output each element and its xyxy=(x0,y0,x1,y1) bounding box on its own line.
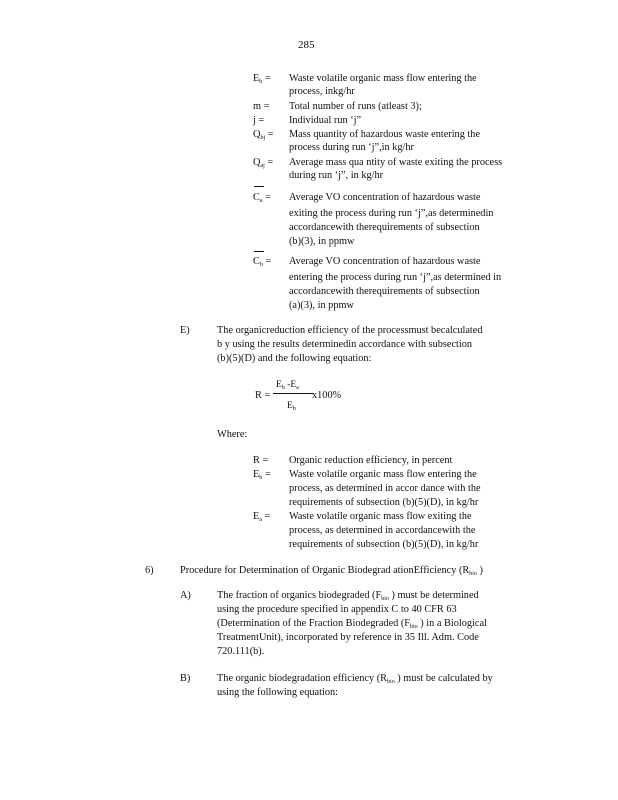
equation-lhs: R = xyxy=(255,390,271,401)
symbol-j: j = xyxy=(253,115,265,126)
symbol-eb: $E_b$ = xyxy=(253,73,271,85)
definition-text: requirements of subsection (b)(5)(D), in kg/hr xyxy=(289,539,479,550)
symbol-ea: $E_a$ = xyxy=(253,511,271,523)
definition-text: process, as determined in accordancewith the xyxy=(289,525,476,536)
equation-factor: x100% xyxy=(312,390,342,401)
definition-text: requirements of subsection (b)(5)(D), in kg/hr xyxy=(289,497,479,508)
paragraph-line: TreatmentUnit), incorporated by reference in 35 Ill. Adm. Code xyxy=(217,632,479,643)
paragraph-line: The organic biodegradation efficiency ($R_{bio}$ ) must be calculated by xyxy=(217,673,493,685)
paragraph-line: 720.111(b). xyxy=(217,646,265,657)
symbol-r: R = xyxy=(253,455,269,466)
definition-text: Individual run ‘j” xyxy=(289,115,362,126)
definition-text: accordancewith therequirements of subsection xyxy=(289,286,480,297)
definition-text: Organic reduction efficiency, in percent xyxy=(289,455,453,466)
paragraph-line: using the procedure specified in appendix C to 40 CFR 63 xyxy=(217,604,457,615)
equation-denominator: $E_b$ xyxy=(287,401,296,412)
paragraph-line: using the following equation: xyxy=(217,687,338,698)
definition-text: Waste volatile organic mass flow entering the xyxy=(289,73,477,84)
definition-text: process, inkg/hr xyxy=(289,86,355,97)
paragraph-line: (b)(5)(D) and the following equation: xyxy=(217,353,372,364)
definition-text: during run ‘j”, in kg/hr xyxy=(289,170,384,181)
definition-text: process, as determined in accor dance with the xyxy=(289,483,481,494)
where-label: Where: xyxy=(217,429,248,440)
paragraph-line: (Determination of the Fraction Biodegraded ($F_{bio}$ ) in a Biological xyxy=(217,618,487,630)
paragraph-line: b y using the results determinedin accordance with subsection xyxy=(217,339,473,350)
definition-text: Average mass qua ntity of waste exiting the process xyxy=(289,157,503,168)
symbol-ca: $C_a$ = xyxy=(253,192,271,204)
definition-text: Total number of runs (atleast 3); xyxy=(289,101,422,112)
definition-text: accordancewith therequirements of subsection xyxy=(289,222,480,233)
definition-text: entering the process during run ‘j”,as determined in xyxy=(289,272,502,283)
paragraph-line: The fraction of organics biodegraded ($F_{bio}$ ) must be determined xyxy=(217,590,479,602)
symbol-cb: $C_b$ = xyxy=(253,256,272,268)
definition-text: Mass quantity of hazardous waste entering the xyxy=(289,129,481,140)
paragraph-line: The organicreduction efficiency of the processmust becalculated xyxy=(217,325,483,336)
definition-text: exiting the process during run ‘j”,as determinedin xyxy=(289,208,494,219)
fraction-bar xyxy=(273,393,313,394)
item-label: A) xyxy=(180,590,191,601)
section-title: Procedure for Determination of Organic Biodegrad ationEfficiency ($R_{bio}$ ) xyxy=(180,565,483,577)
symbol-qbj: $Q_{bj}$ = xyxy=(253,129,274,141)
symbol-qaj: $Q_{aj}$ = xyxy=(253,157,274,169)
definition-text: Waste volatile organic mass flow exiting the xyxy=(289,511,472,522)
symbol-m: m = xyxy=(253,101,270,112)
page-number: 285 xyxy=(298,39,315,51)
definition-text: process during run ‘j”,in kg/hr xyxy=(289,142,414,153)
overline-ca xyxy=(254,186,264,187)
equation-numerator: $E_b$ $-E_a$ xyxy=(276,380,299,391)
symbol-eb: $E_b$ = xyxy=(253,469,271,481)
definition-text: Average VO concentration of hazardous waste xyxy=(289,256,481,267)
item-label: 6) xyxy=(145,565,154,576)
definition-text: (a)(3), in ppmw xyxy=(289,300,354,311)
definition-text: Waste volatile organic mass flow entering the xyxy=(289,469,477,480)
definition-text: Average VO concentration of hazardous waste xyxy=(289,192,481,203)
item-label: E) xyxy=(180,325,190,336)
definition-text: (b)(3), in ppmw xyxy=(289,236,355,247)
overline-cb xyxy=(254,251,264,252)
item-label: B) xyxy=(180,673,191,684)
